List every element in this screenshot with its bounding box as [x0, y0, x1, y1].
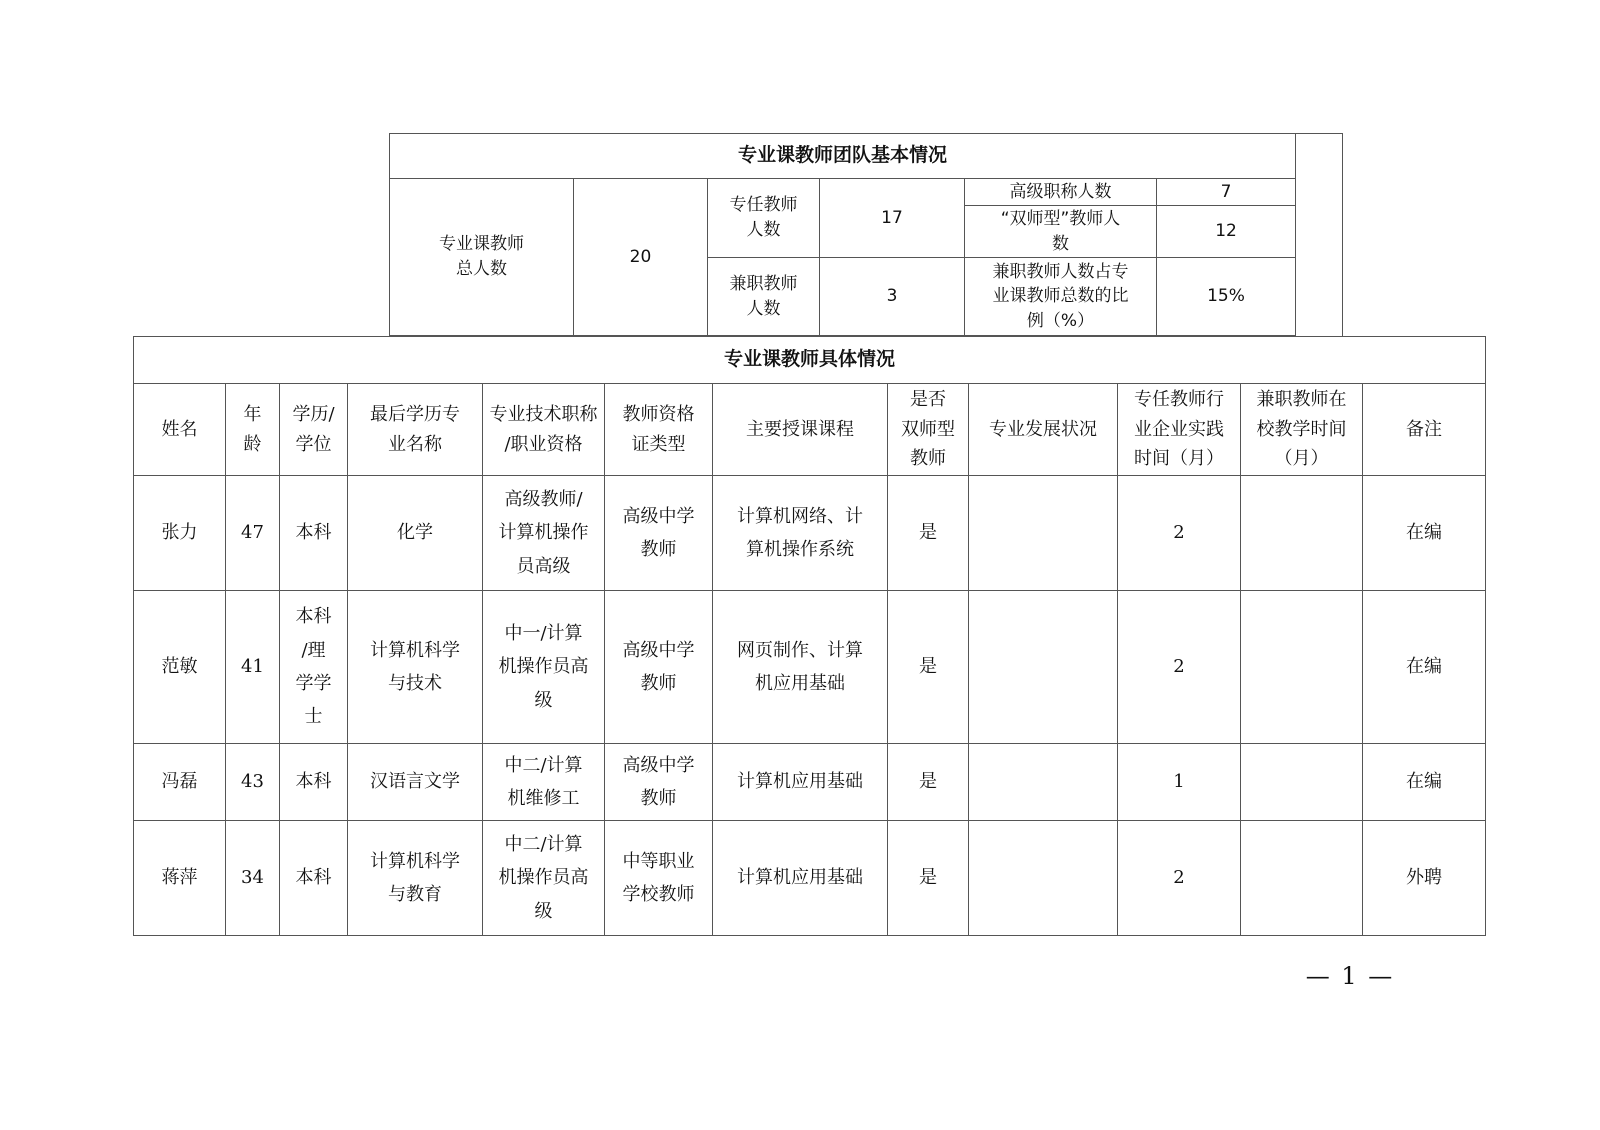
cell-teaching-months [1241, 744, 1363, 821]
cell-development [969, 821, 1118, 936]
cell-dual-teacher: 是 [888, 591, 969, 744]
table-row [134, 821, 1486, 936]
total-teachers-label: 专业课教师 总人数 [390, 179, 574, 336]
cell-development [969, 591, 1118, 744]
fulltime-teachers-value: 17 [820, 179, 965, 258]
cell-title: 中一/计算 机操作员高 级 [483, 591, 605, 744]
parttime-teachers-label: 兼职教师 人数 [708, 258, 820, 336]
cell-title: 高级教师/ 计算机操作 员高级 [483, 476, 605, 591]
cell-practice-months: 2 [1118, 821, 1241, 936]
cell-major: 计算机科学 与技术 [348, 591, 483, 744]
cell-degree: 本科 /理 学学 士 [280, 591, 348, 744]
cell-courses: 网页制作、计算 机应用基础 [713, 591, 888, 744]
cell-name: 蒋萍 [134, 821, 226, 936]
summary-blank-cell [1296, 134, 1343, 336]
header-cell: 备注 [1363, 384, 1486, 476]
header-cell: 专业技术职称 /职业资格 [483, 384, 605, 476]
cell-teaching-months [1241, 476, 1363, 591]
detail-header-row [134, 384, 1486, 476]
cell-remark: 在编 [1363, 744, 1486, 821]
cell-remark: 在编 [1363, 476, 1486, 591]
cell-dual-teacher: 是 [888, 744, 969, 821]
page-number: — 1 — [1305, 962, 1395, 990]
cell-age: 43 [226, 744, 280, 821]
cell-name: 冯磊 [134, 744, 226, 821]
cell-age: 34 [226, 821, 280, 936]
cell-certificate: 高级中学 教师 [605, 591, 713, 744]
header-cell: 最后学历专 业名称 [348, 384, 483, 476]
teacher-detail-table [133, 336, 1486, 936]
cell-title: 中二/计算 机操作员高 级 [483, 821, 605, 936]
summary-title: 专业课教师团队基本情况 [390, 134, 1296, 179]
header-cell: 年 龄 [226, 384, 280, 476]
team-summary-table [389, 133, 1343, 336]
cell-courses: 计算机应用基础 [713, 821, 888, 936]
cell-courses: 计算机应用基础 [713, 744, 888, 821]
cell-major: 计算机科学 与教育 [348, 821, 483, 936]
cell-courses: 计算机网络、计 算机操作系统 [713, 476, 888, 591]
table-row [134, 476, 1486, 591]
parttime-ratio-value: 15% [1157, 258, 1296, 336]
cell-remark: 外聘 [1363, 821, 1486, 936]
fulltime-teachers-label: 专任教师 人数 [708, 179, 820, 258]
table-row [134, 591, 1486, 744]
cell-dual-teacher: 是 [888, 821, 969, 936]
dual-teacher-value: 12 [1157, 206, 1296, 258]
cell-certificate: 中等职业 学校教师 [605, 821, 713, 936]
cell-dual-teacher: 是 [888, 476, 969, 591]
cell-development [969, 476, 1118, 591]
header-cell: 专任教师行 业企业实践 时间（月） [1118, 384, 1241, 476]
cell-title: 中二/计算 机维修工 [483, 744, 605, 821]
cell-major: 化学 [348, 476, 483, 591]
cell-practice-months: 1 [1118, 744, 1241, 821]
cell-name: 范敏 [134, 591, 226, 744]
parttime-ratio-label: 兼职教师人数占专 业课教师总数的比 例（%） [965, 258, 1157, 336]
cell-degree: 本科 [280, 821, 348, 936]
cell-certificate: 高级中学 教师 [605, 476, 713, 591]
header-cell: 是否 双师型 教师 [888, 384, 969, 476]
cell-development [969, 744, 1118, 821]
cell-age: 47 [226, 476, 280, 591]
cell-degree: 本科 [280, 476, 348, 591]
total-teachers-value: 20 [574, 179, 708, 336]
header-cell: 学历/ 学位 [280, 384, 348, 476]
table-row [134, 744, 1486, 821]
header-cell: 姓名 [134, 384, 226, 476]
cell-teaching-months [1241, 821, 1363, 936]
cell-teaching-months [1241, 591, 1363, 744]
detail-title: 专业课教师具体情况 [134, 337, 1486, 384]
cell-certificate: 高级中学 教师 [605, 744, 713, 821]
senior-title-value: 7 [1157, 179, 1296, 206]
cell-age: 41 [226, 591, 280, 744]
header-cell: 兼职教师在 校教学时间 （月） [1241, 384, 1363, 476]
cell-practice-months: 2 [1118, 591, 1241, 744]
header-cell: 主要授课课程 [713, 384, 888, 476]
parttime-teachers-value: 3 [820, 258, 965, 336]
cell-major: 汉语言文学 [348, 744, 483, 821]
cell-practice-months: 2 [1118, 476, 1241, 591]
cell-degree: 本科 [280, 744, 348, 821]
header-cell: 教师资格 证类型 [605, 384, 713, 476]
cell-remark: 在编 [1363, 591, 1486, 744]
senior-title-label: 高级职称人数 [965, 179, 1157, 206]
cell-name: 张力 [134, 476, 226, 591]
dual-teacher-label: “双师型”教师人 数 [965, 206, 1157, 258]
header-cell: 专业发展状况 [969, 384, 1118, 476]
